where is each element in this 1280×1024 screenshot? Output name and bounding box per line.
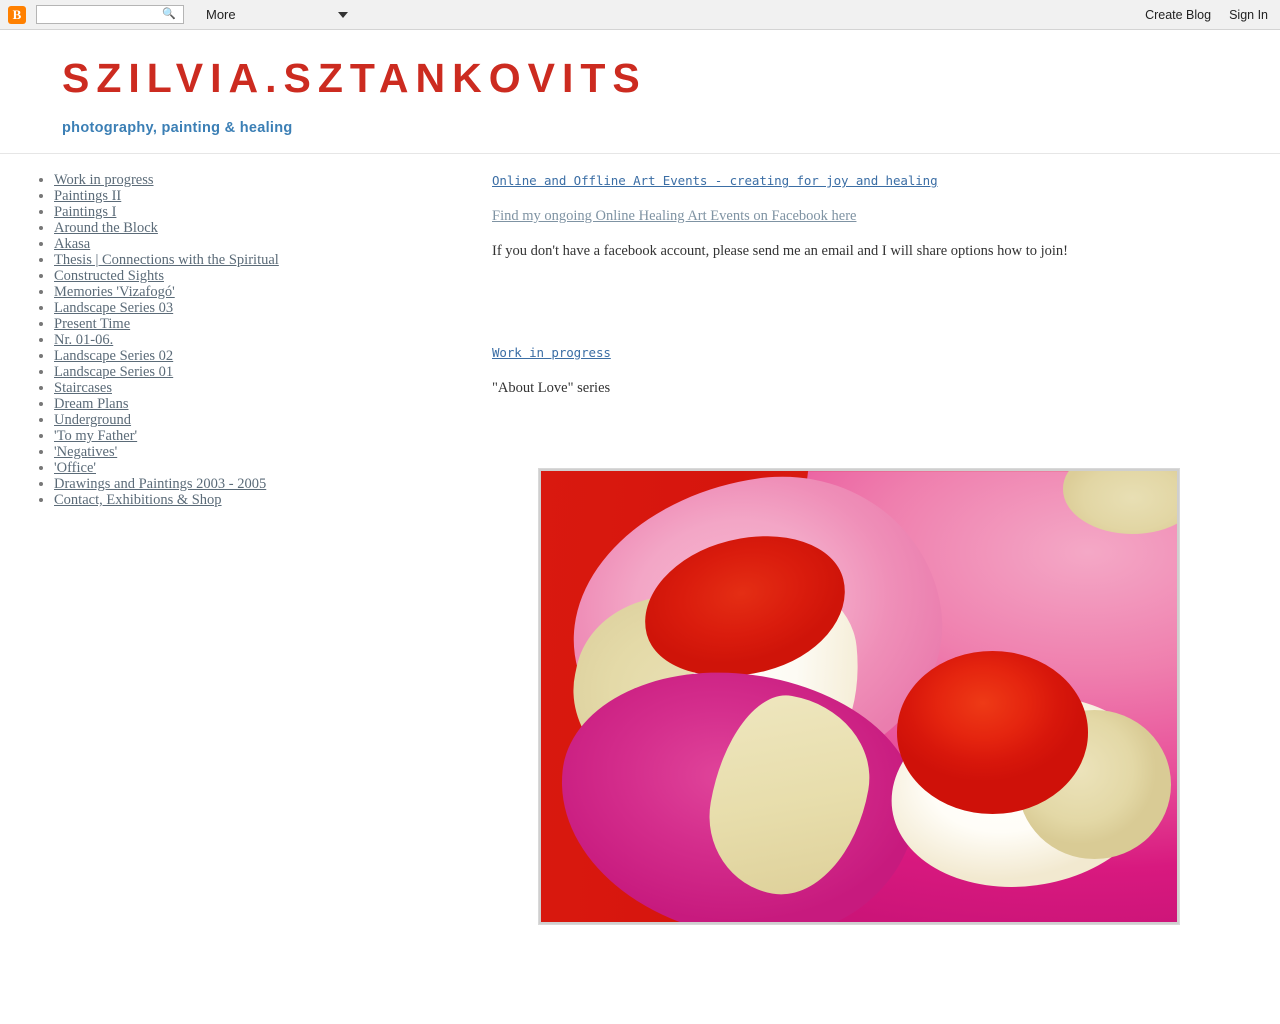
- sidebar-item-label[interactable]: Paintings II: [54, 188, 122, 205]
- content-area: [0, 154, 1280, 924]
- sidebar-item-label[interactable]: Staircases: [54, 380, 112, 397]
- sidebar-item-work-in-progress[interactable]: [54, 172, 470, 188]
- sidebar-item-label[interactable]: Present Time: [54, 316, 131, 333]
- sidebar-item-dream-plans[interactable]: [54, 396, 470, 412]
- sidebar-item-memories-vizafogo[interactable]: [54, 284, 470, 300]
- sidebar-item-landscape-series-02[interactable]: [54, 348, 470, 364]
- blog-description: photography, painting & healing: [62, 120, 293, 137]
- sidebar-item-thesis[interactable]: [54, 252, 470, 268]
- sidebar-item-staircases[interactable]: [54, 380, 470, 396]
- sidebar-item-label[interactable]: Around the Block: [54, 220, 158, 237]
- sidebar-item-label[interactable]: 'Office': [54, 460, 96, 477]
- main-column: [470, 172, 1280, 924]
- sidebar-item-label[interactable]: Landscape Series 03: [54, 300, 174, 317]
- sidebar-item-landscape-series-03[interactable]: [54, 300, 470, 316]
- spacer: [492, 260, 1240, 344]
- search-box[interactable]: [36, 5, 184, 24]
- sidebar-item-label[interactable]: Thesis | Connections with the Spiritual: [54, 252, 279, 269]
- spacer: [492, 225, 1240, 243]
- sidebar-item-nr-01-06[interactable]: [54, 332, 470, 348]
- art-shape-red-sphere: [897, 651, 1088, 813]
- blogger-logo-icon[interactable]: [8, 6, 26, 24]
- spacer: [492, 397, 1240, 469]
- search-input[interactable]: [37, 7, 157, 22]
- sidebar-item-negatives[interactable]: [54, 444, 470, 460]
- sidebar-item-constructed-sights[interactable]: [54, 268, 470, 284]
- sidebar-item-label[interactable]: Akasa: [54, 236, 91, 253]
- blogger-navbar: [0, 0, 1280, 30]
- sidebar-item-label[interactable]: Memories 'Vizafogó': [54, 284, 175, 301]
- sidebar-item-landscape-series-01[interactable]: [54, 364, 470, 380]
- blog-header: [0, 30, 1280, 136]
- sidebar-item-label[interactable]: Constructed Sights: [54, 268, 164, 285]
- sidebar-item-underground[interactable]: [54, 412, 470, 428]
- about-love-series-painting: [541, 471, 1177, 922]
- sidebar-item-label[interactable]: Landscape Series 01: [54, 364, 174, 381]
- sidebar-item-label[interactable]: Underground: [54, 412, 132, 429]
- more-dropdown[interactable]: [204, 7, 352, 22]
- sidebar-item-present-time[interactable]: [54, 316, 470, 332]
- sidebar-item-contact[interactable]: [54, 492, 470, 508]
- sidebar-item-label[interactable]: Dream Plans: [54, 396, 129, 413]
- sidebar-item-label[interactable]: Drawings and Paintings 2003 - 2005: [54, 476, 267, 493]
- sidebar-item-label[interactable]: 'Negatives': [54, 444, 118, 461]
- facebook-note: If you don't have a facebook account, please send me an email and I will share options how to join!: [492, 243, 1068, 260]
- sidebar-item-office[interactable]: [54, 460, 470, 476]
- spacer: [492, 190, 1240, 207]
- series-caption: "About Love" series: [492, 380, 611, 397]
- page-title: SZILVIA.SZTANKOVITS: [62, 55, 647, 101]
- facebook-events-link[interactable]: Find my ongoing Online Healing Art Events on Facebook here: [492, 208, 857, 225]
- sidebar-item-label[interactable]: Contact, Exhibitions & Shop: [54, 492, 222, 509]
- blogger-logo-letter: B: [12, 7, 22, 22]
- sidebar-item-around-the-block[interactable]: [54, 220, 470, 236]
- sidebar-item-label[interactable]: Work in progress: [54, 172, 154, 189]
- work-in-progress-link[interactable]: Work in progress: [492, 345, 611, 361]
- more-label: More: [206, 7, 236, 22]
- artwork-image[interactable]: [539, 469, 1179, 924]
- sidebar-item-paintings-i[interactable]: [54, 204, 470, 220]
- sidebar-list: [30, 172, 470, 508]
- sidebar-item-paintings-ii[interactable]: [54, 188, 470, 204]
- navbar-right-actions: [1145, 0, 1268, 30]
- art-events-link[interactable]: Online and Offline Art Events - creating for joy and healing: [492, 173, 938, 189]
- sidebar-item-akasa[interactable]: [54, 236, 470, 252]
- sidebar-item-label[interactable]: Paintings I: [54, 204, 117, 221]
- sidebar-item-to-my-father[interactable]: [54, 428, 470, 444]
- sign-in-link[interactable]: Sign In: [1229, 8, 1268, 22]
- sidebar-item-label[interactable]: Nr. 01-06.: [54, 332, 114, 349]
- sidebar-item-label[interactable]: Landscape Series 02: [54, 348, 174, 365]
- chevron-down-icon[interactable]: [338, 12, 348, 18]
- sidebar: [0, 172, 470, 924]
- create-blog-link[interactable]: Create Blog: [1145, 8, 1212, 22]
- search-icon[interactable]: 🔍: [162, 8, 176, 20]
- sidebar-item-drawings-paintings[interactable]: [54, 476, 470, 492]
- sidebar-item-label[interactable]: 'To my Father': [54, 428, 138, 445]
- spacer: [492, 362, 1240, 380]
